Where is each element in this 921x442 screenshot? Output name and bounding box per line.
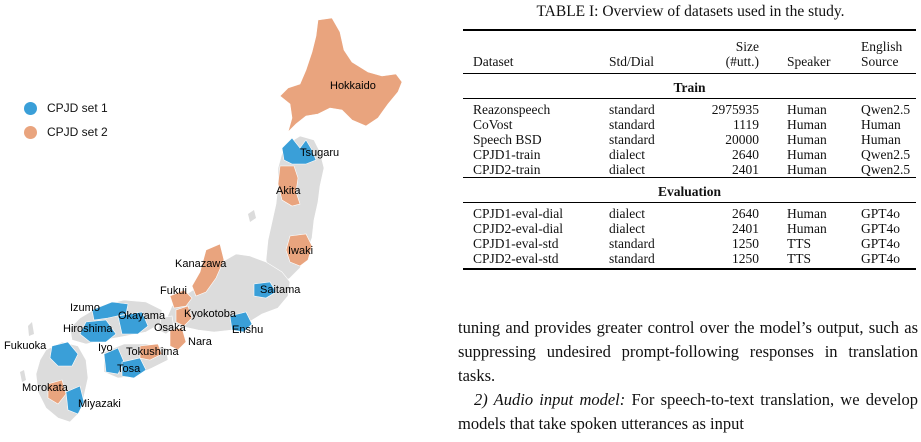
- header-english-source: [857, 30, 916, 74]
- table-row: [463, 147, 916, 162]
- header-speaker: Speaker: [787, 54, 831, 69]
- cell-size: 2640: [732, 147, 759, 162]
- paragraph-1: tuning and provides greater control over the model’s output, such as suppressing undesired prompt-following responses in translation tasks.: [458, 318, 918, 385]
- cell-dataset: Reazonspeech: [473, 102, 551, 117]
- map-label-osaka: Osaka: [154, 322, 186, 334]
- cell-english-source: Human: [861, 132, 901, 147]
- header-size-line2: (#utt.): [725, 54, 759, 69]
- cell-dataset: CPJD1-train: [473, 147, 541, 162]
- legend-label-set2: CPJD set 2: [47, 125, 108, 139]
- cell-std-dial: standard: [609, 117, 655, 132]
- cell-std-dial: standard: [609, 236, 655, 251]
- header-std-dial: Std/Dial: [609, 54, 655, 69]
- map-label-hokkaido: Hokkaido: [330, 80, 376, 92]
- map-label-okayama: Okayama: [118, 310, 166, 322]
- map-label-saitama: Saitama: [260, 284, 301, 296]
- cell-dataset: CPJD2-train: [473, 162, 541, 177]
- region-okinawa-island: [20, 370, 26, 382]
- map-label-iwaki: Iwaki: [288, 245, 314, 257]
- cell-speaker: TTS: [787, 236, 812, 251]
- cell-size: 2975935: [711, 102, 759, 117]
- map-label-nara: Nara: [188, 336, 212, 348]
- legend-label-set1: CPJD set 1: [47, 101, 108, 115]
- section-train-label: Train: [673, 80, 706, 95]
- map-label-enshu: Enshu: [232, 324, 264, 336]
- section-evaluation-label: Evaluation: [657, 184, 722, 199]
- cell-std-dial: dialect: [609, 162, 645, 177]
- japan-dialect-map: [0, 0, 450, 442]
- cell-english-source: GPT4o: [861, 236, 901, 251]
- cell-speaker: TTS: [787, 251, 812, 266]
- cell-dataset: CPJD2-eval-dial: [473, 221, 563, 236]
- cell-std-dial: dialect: [609, 147, 645, 162]
- map-label-morokata: Morokata: [22, 382, 68, 394]
- map-label-kanazawa: Kanazawa: [175, 258, 227, 270]
- cell-size: 1119: [733, 117, 759, 132]
- paragraph-2-text: For speech-to-text translation, we develop models that take spoken utterances as input: [458, 390, 918, 433]
- header-size-line1: Size: [735, 39, 759, 54]
- cell-english-source: Human: [861, 117, 901, 132]
- cell-speaker: Human: [787, 147, 827, 162]
- cell-std-dial: standard: [609, 102, 655, 117]
- japan-map-svg: [0, 0, 450, 442]
- cell-speaker: Human: [787, 117, 827, 132]
- cell-size: 20000: [725, 132, 759, 147]
- cell-size: 2401: [732, 162, 759, 177]
- table-caption: TABLE I: Overview of datasets used in the study.: [536, 3, 845, 20]
- map-label-tsugaru: Tsugaru: [300, 147, 340, 159]
- map-label-iyo: Iyo: [98, 342, 113, 354]
- table-row: [463, 117, 916, 132]
- map-label-tosa: Tosa: [117, 363, 141, 375]
- table-row: [463, 251, 916, 269]
- cell-speaker: Human: [787, 102, 827, 117]
- cell-dataset: CoVost: [473, 117, 513, 132]
- map-label-akita: Akita: [276, 185, 301, 197]
- header-english-line2: Source: [861, 54, 899, 69]
- cell-std-dial: dialect: [609, 206, 645, 221]
- cell-speaker: Human: [787, 221, 827, 236]
- header-dataset: Dataset: [473, 54, 514, 69]
- cell-english-source: GPT4o: [861, 251, 901, 266]
- cell-size: 1250: [732, 251, 759, 266]
- table-row: [463, 102, 916, 117]
- paragraph-2: [458, 388, 918, 436]
- cell-english-source: GPT4o: [861, 221, 901, 236]
- legend-item-set1: [24, 101, 108, 115]
- cell-size: 2640: [732, 206, 759, 221]
- section-train: [463, 74, 916, 99]
- table-header-row: [463, 30, 916, 74]
- table-row: [463, 206, 916, 221]
- map-label-izumo: Izumo: [70, 302, 100, 314]
- cell-size: 1250: [732, 236, 759, 251]
- cell-english-source: GPT4o: [861, 206, 901, 221]
- cell-dataset: CPJD2-eval-std: [473, 251, 559, 266]
- map-label-miyazaki: Miyazaki: [78, 398, 121, 410]
- table-row: [463, 221, 916, 236]
- section-evaluation: [463, 178, 916, 203]
- map-label-fukui: Fukui: [160, 285, 187, 297]
- header-size: [691, 30, 763, 74]
- table-row: [463, 236, 916, 251]
- map-label-fukuoka: Fukuoka: [4, 340, 47, 352]
- region-hokkaido: [280, 18, 402, 132]
- region-sado-island: [248, 210, 256, 222]
- cell-speaker: Human: [787, 132, 827, 147]
- map-label-kyokotoba: Kyokotoba: [184, 308, 236, 320]
- cell-dataset: CPJD1-eval-std: [473, 236, 559, 251]
- cell-english-source: Qwen2.5: [861, 102, 911, 117]
- map-label-tokushima: Tokushima: [126, 346, 179, 358]
- legend-dot-set1: [24, 102, 37, 115]
- cell-speaker: Human: [787, 206, 827, 221]
- map-label-hiroshima: Hiroshima: [63, 323, 113, 335]
- legend-dot-set2: [24, 126, 37, 139]
- legend-item-set2: [24, 125, 108, 139]
- paragraph-2-heading: 2) Audio input model:: [474, 390, 626, 409]
- cell-std-dial: standard: [609, 132, 655, 147]
- cell-std-dial: standard: [609, 251, 655, 266]
- body-text: [458, 316, 918, 436]
- cell-speaker: Human: [787, 162, 827, 177]
- cell-dataset: Speech BSD: [473, 132, 542, 147]
- table-row: [463, 132, 916, 147]
- cell-english-source: Qwen2.5: [861, 162, 911, 177]
- cell-english-source: Qwen2.5: [861, 147, 911, 162]
- cell-std-dial: dialect: [609, 221, 645, 236]
- cell-size: 2401: [732, 221, 759, 236]
- region-tsushima-island: [28, 322, 34, 336]
- cell-dataset: CPJD1-eval-dial: [473, 206, 563, 221]
- datasets-table: [463, 29, 916, 270]
- header-english-line1: English: [861, 39, 903, 54]
- table-row: [463, 162, 916, 178]
